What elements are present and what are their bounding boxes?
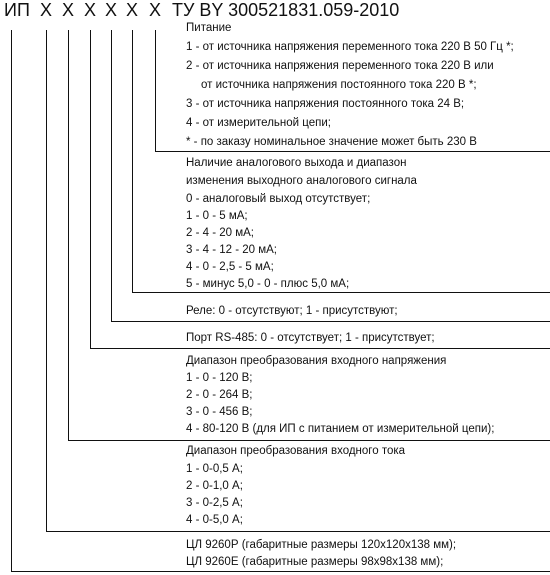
code-position-6: Х [40,0,53,20]
analog-option-0: 0 - аналоговый выход отсутствует; [186,193,371,205]
code-position-1: Х [149,0,162,20]
voltage-option-2: 2 - 0 - 264 В; [186,389,253,401]
analog-option-2: 2 - 4 - 20 мА; [186,227,254,239]
rs485-line: Порт RS-485: 0 - отсутствует; 1 - присутствует; [186,332,435,344]
code-position-2: Х [126,0,139,20]
code-position-3: Х [105,0,118,20]
power-option-4: 4 - от измерительной цепи; [186,117,331,129]
spec-number: ТУ BY 300521831.059-2010 [172,0,400,20]
device-prefix: ИП [4,0,30,20]
current-option-4: 4 - 0-5,0 А; [186,514,243,526]
housing-option-e: ЦЛ 9260Е (габаритные размеры 98х98х138 мм); [186,556,444,568]
current-option-2: 2 - 0-1,0 А; [186,480,243,492]
power-option-1: 1 - от источника напряжения переменного тока 220 В 50 Гц *; [186,41,514,53]
analog-option-4: 4 - 0 - 2,5 - 5 мА; [186,261,274,273]
voltage-option-4: 4 - 80-120 В (для ИП с питанием от измерительной цепи); [186,423,495,435]
power-option-2-cont: от источника напряжения постоянного тока 220 В *; [201,79,477,91]
voltage-option-1: 1 - 0 - 120 В; [186,372,253,384]
analog-title: Наличие аналогового выхода и диапазон [186,157,407,169]
relay-line: Реле: 0 - отсутствуют; 1 - присутствуют; [186,305,398,317]
housing-option-p: ЦЛ 9260Р (габаритные размеры 120х120х138 мм); [186,539,457,551]
power-footnote: * - по заказу номинальное значение может быть 230 В [186,136,477,148]
analog-subtitle: изменения выходного аналогового сигнала [186,175,417,187]
power-option-3: 3 - от источника напряжения постоянного тока 24 В; [186,98,465,110]
current-option-1: 1 - 0-0,5 А; [186,463,243,475]
voltage-title: Диапазон преобразования входного напряжения [186,355,447,367]
voltage-option-3: 3 - 0 - 456 В; [186,406,253,418]
power-title: Питание [186,22,232,34]
power-option-2: 2 - от источника напряжения переменного тока 220 В или [186,60,494,72]
analog-option-5: 5 - минус 5,0 - 0 - плюс 5,0 мА; [186,278,350,290]
code-position-5: Х [62,0,75,20]
code-position-4: Х [84,0,97,20]
analog-option-1: 1 - 0 - 5 мА; [186,210,248,222]
current-title: Диапазон преобразования входного тока [186,445,406,457]
analog-option-3: 3 - 4 - 12 - 20 мА; [186,244,278,256]
current-option-3: 3 - 0-2,5 А; [186,497,243,509]
